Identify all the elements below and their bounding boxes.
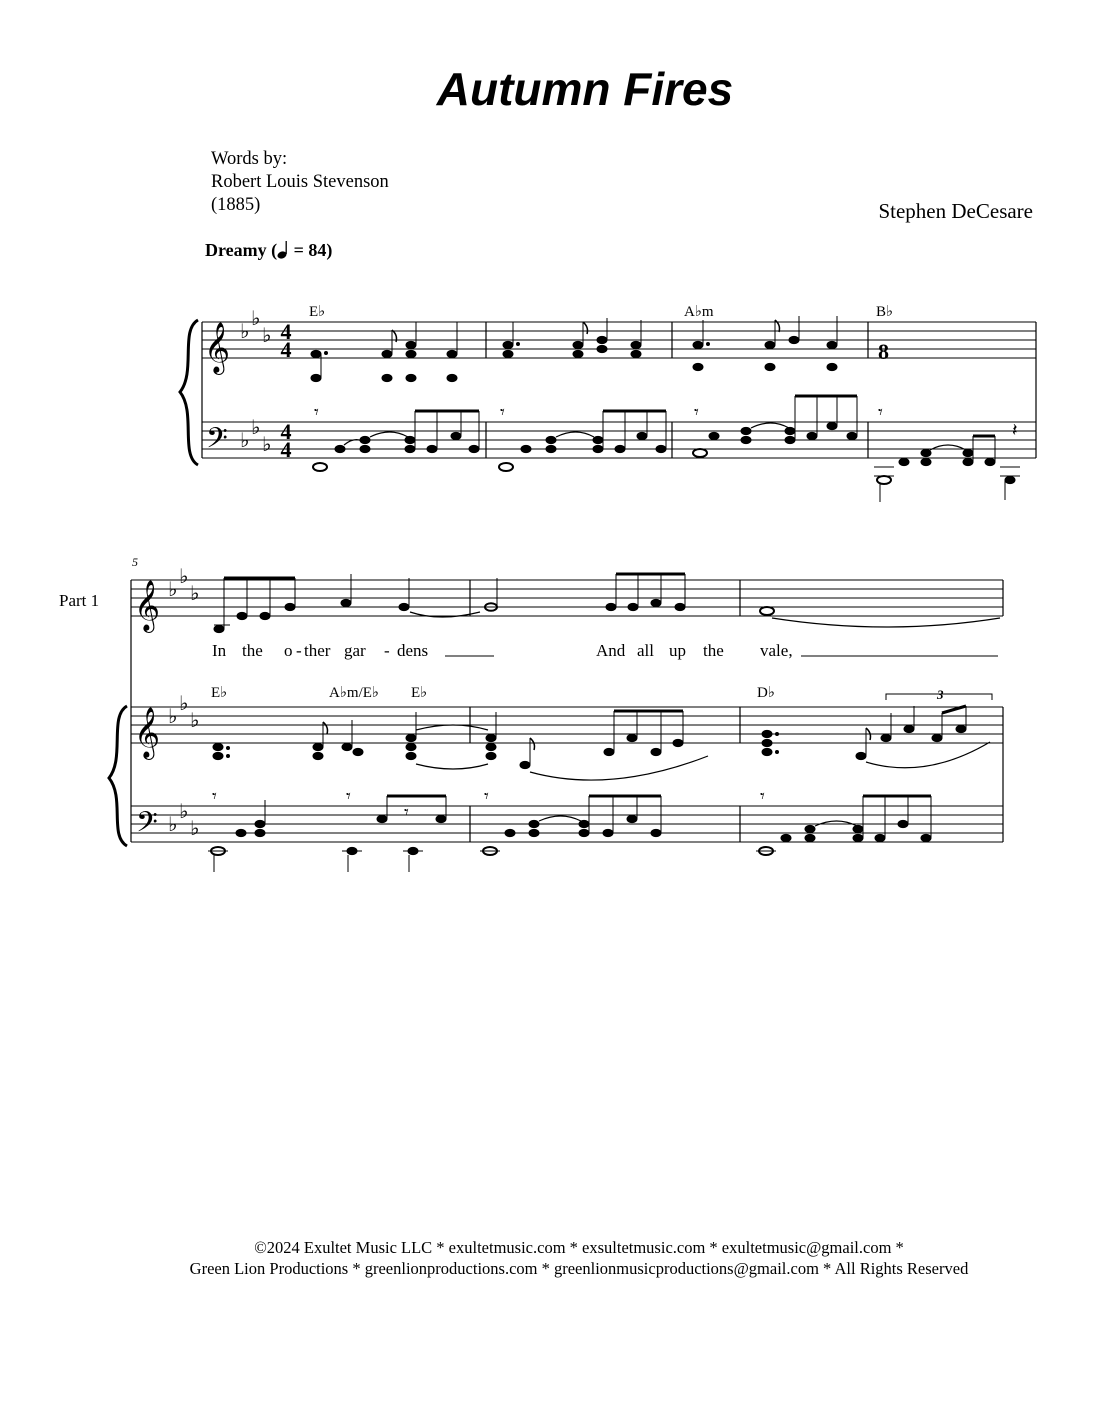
treble-clef-voice: 𝄞 — [134, 580, 161, 631]
treble-clef-1: 𝄞 — [204, 322, 231, 373]
svg-text:♭: ♭ — [168, 577, 178, 601]
svg-text:♭: ♭ — [190, 581, 200, 605]
chord-note — [311, 350, 328, 381]
lyric-syllable: In — [212, 641, 227, 660]
svg-text:𝄾: 𝄾 — [500, 402, 505, 423]
composer-credit: Stephen DeCesare — [878, 199, 1033, 223]
svg-text:♭: ♭ — [168, 812, 178, 836]
svg-text:𝄾: 𝄾 — [346, 786, 351, 807]
svg-text:4: 4 — [280, 319, 292, 344]
chord-symbol: B♭ — [876, 304, 894, 320]
chord-symbol: E♭ — [309, 304, 326, 320]
chord-note — [631, 320, 641, 358]
svg-text:4: 4 — [280, 419, 292, 444]
svg-text:♭: ♭ — [190, 816, 200, 840]
chord-note — [789, 316, 799, 344]
song-title: Autumn Fires — [436, 63, 734, 115]
lyric-syllable: vale, — [760, 641, 793, 660]
chord-symbol: D♭ — [757, 685, 775, 701]
svg-text:𝄽: 𝄽 — [1012, 420, 1018, 441]
eighth-run — [709, 396, 857, 444]
time-signature-1 — [281, 319, 292, 462]
chord-note — [382, 330, 397, 382]
tempo-text-before: Dreamy ( — [205, 240, 278, 260]
tuplet-number: 3 — [937, 687, 944, 702]
lyric-syllable: up — [669, 641, 686, 660]
svg-text:♭: ♭ — [251, 415, 261, 439]
svg-text:♭: ♭ — [240, 428, 250, 452]
svg-text:♭: ♭ — [168, 704, 178, 728]
lyric-syllable: the — [703, 641, 724, 660]
lyric-syllable: dens — [397, 641, 429, 660]
octave-chord-mark: 8 — [878, 339, 889, 364]
barlines-1 — [486, 322, 1036, 458]
svg-text:♭: ♭ — [179, 564, 189, 588]
chord-note — [597, 318, 607, 353]
voice-notes — [214, 574, 1000, 633]
svg-text:𝄾: 𝄾 — [314, 402, 319, 423]
lyric-syllable: ther — [304, 641, 331, 660]
lyricist-name: Robert Louis Stevenson — [211, 172, 389, 192]
piano-system-2 — [109, 706, 1003, 846]
lyric-syllable: the — [242, 641, 263, 660]
chord-symbol: E♭ — [411, 685, 428, 701]
part-label: Part 1 — [59, 591, 100, 610]
measure-number: 5 — [132, 555, 138, 569]
chord-symbol: E♭ — [211, 685, 228, 701]
copyright-footer — [0, 1237, 1101, 1279]
svg-text:♭: ♭ — [262, 323, 272, 347]
bass-clef-1: 𝄢 — [206, 422, 228, 462]
chord-symbol: A♭m/E♭ — [329, 685, 379, 701]
lyric-year: (1885) — [211, 195, 261, 215]
svg-text:♭: ♭ — [262, 432, 272, 456]
brace-2 — [109, 706, 127, 846]
svg-text:♭: ♭ — [179, 691, 189, 715]
footer-line-2: Green Lion Productions * greenlionproductions.com * greenlionmusicproductions@gmail.com * All Rights Reserved — [189, 1259, 969, 1278]
svg-text:𝄾: 𝄾 — [760, 786, 765, 807]
svg-text:𝄾: 𝄾 — [404, 802, 409, 823]
key-signature-voice — [168, 564, 199, 605]
lyric-syllable: - — [384, 641, 390, 660]
lyric-syllable: gar — [344, 641, 366, 660]
words-by-label: Words by: — [211, 149, 288, 169]
chord-note — [693, 320, 710, 371]
bass-notes-2 — [208, 786, 931, 872]
bass-ledger-1 — [874, 467, 1020, 476]
lyric-syllable: all — [637, 641, 654, 660]
system-1 — [180, 320, 1036, 465]
lyric-syllable: o — [284, 641, 293, 660]
svg-text:♭: ♭ — [190, 708, 200, 732]
bass-clef-2: 𝄢 — [136, 806, 158, 846]
svg-text:𝄾: 𝄾 — [694, 402, 699, 423]
svg-text:♭: ♭ — [240, 319, 250, 343]
eighth-run — [335, 411, 479, 453]
tempo-text-after: = 84) — [289, 240, 333, 260]
treble-clef-2: 𝄞 — [134, 707, 161, 758]
svg-text:𝄾: 𝄾 — [484, 786, 489, 807]
footer-line-1: ©2024 Exultet Music LLC * exultetmusic.com * exsultetmusic.com * exultetmusic@gmail.com * — [254, 1238, 904, 1257]
svg-text:𝄾: 𝄾 — [212, 786, 217, 807]
lyrics — [212, 641, 793, 660]
eighth-run — [877, 436, 1015, 502]
eighth-run — [521, 411, 666, 453]
key-signature-2 — [168, 691, 199, 840]
svg-text:♭: ♭ — [179, 799, 189, 823]
lyric-syllable: And — [596, 641, 626, 660]
lyric-syllable: - — [296, 641, 302, 660]
svg-text:4: 4 — [280, 337, 292, 362]
key-signature-1 — [240, 306, 271, 456]
chord-symbol: A♭m — [684, 304, 714, 320]
svg-text:𝄾: 𝄾 — [878, 402, 883, 423]
chord-note — [765, 320, 780, 371]
chord-note — [827, 316, 837, 371]
svg-text:4: 4 — [280, 437, 292, 462]
svg-text:♭: ♭ — [251, 306, 261, 330]
brace-1 — [180, 320, 198, 465]
